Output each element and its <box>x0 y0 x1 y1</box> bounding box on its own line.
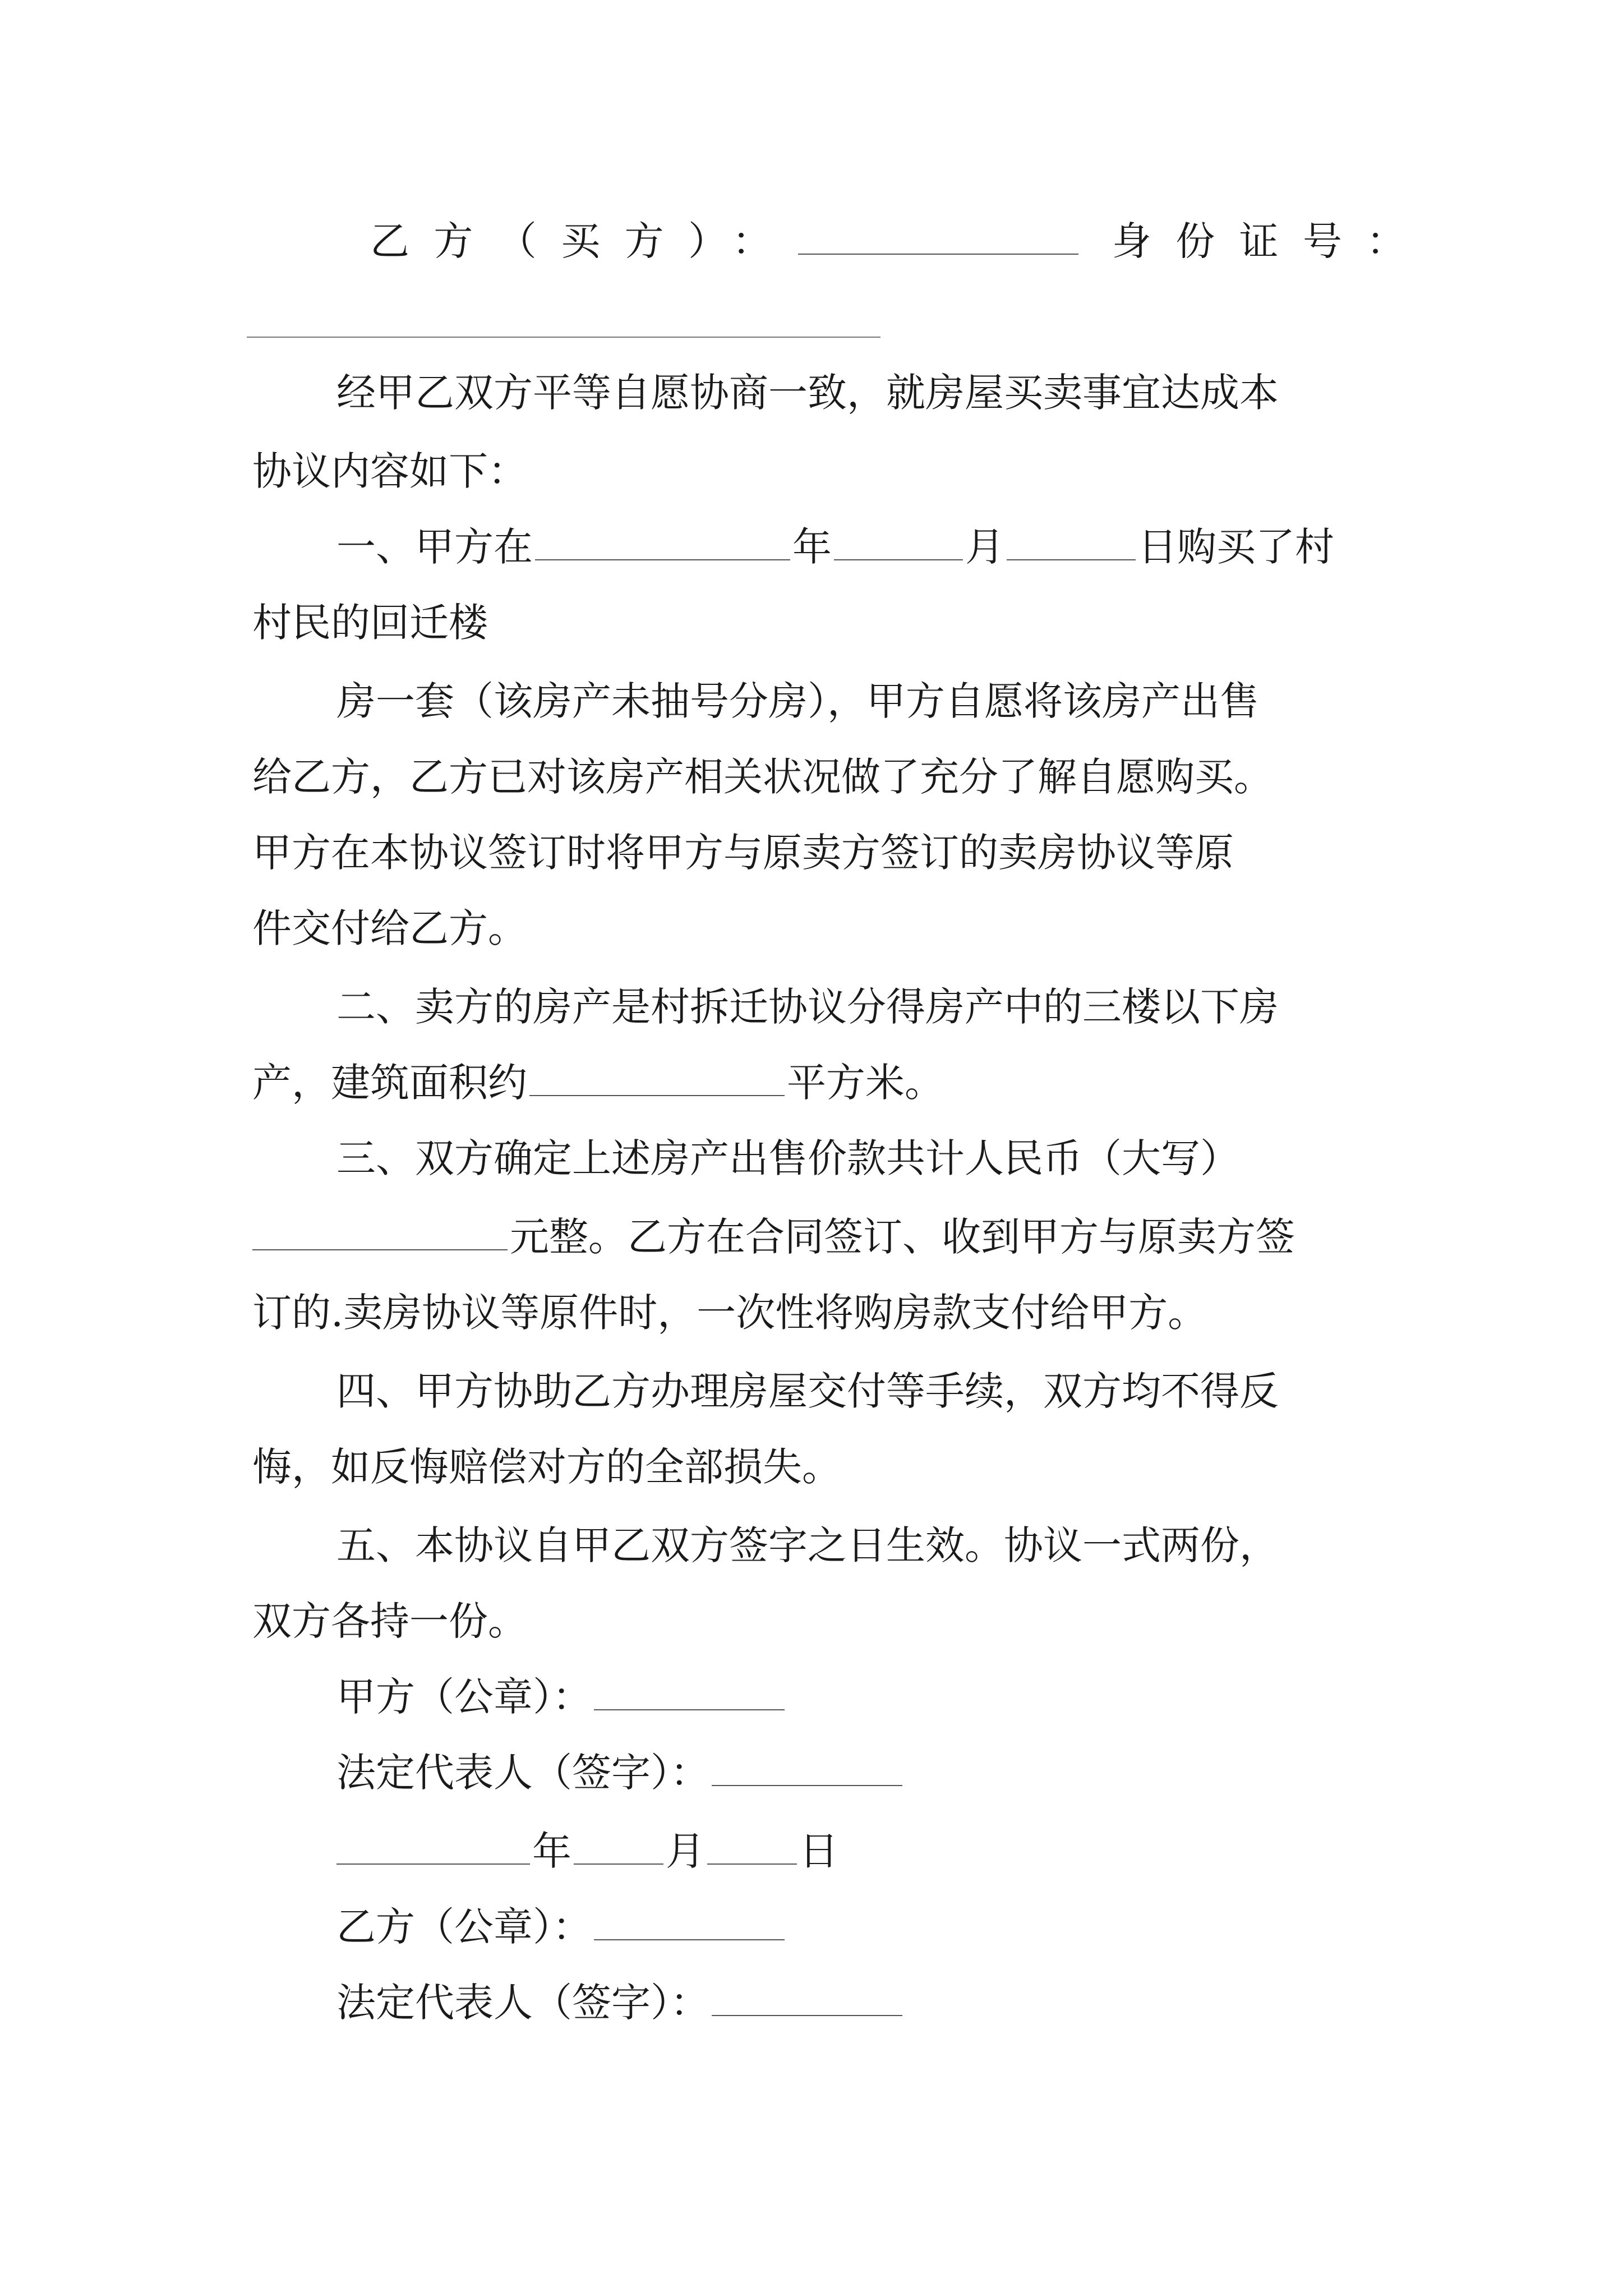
sign-month-label: 月 <box>666 1828 705 1874</box>
clause3-line-2 <box>252 1209 1385 1265</box>
sign-year-label: 年 <box>532 1828 571 1874</box>
purchase-month-blank <box>834 524 963 560</box>
party-b-rep-line <box>336 1975 1385 2031</box>
clause1-line-5: 甲方在本协议签订时将甲方与原卖方签订的卖房协议等原 <box>252 830 1234 876</box>
id-number-blank <box>247 337 880 338</box>
purchase-day-blank <box>1007 524 1136 560</box>
clause2-text-b: 产，建筑面积约 <box>252 1060 527 1106</box>
buyer-label: 乙方（买方）： <box>370 218 796 264</box>
intro-line-1: 经甲乙双方平等自愿协商一致，就房屋买卖事宜达成本 <box>336 370 1279 416</box>
clause4-line-1: 四、甲方协助乙方办理房屋交付等手续，双方均不得反 <box>336 1368 1279 1414</box>
buyer-line <box>370 213 1430 269</box>
sign-month-blank <box>574 1828 663 1865</box>
clause3-line-3: 订的.卖房协议等原件时，一次性将购房款支付给甲方。 <box>252 1290 1207 1336</box>
party-b-seal-blank <box>594 1904 785 1940</box>
clause1-text-a: 一、甲方在 <box>336 524 533 570</box>
clause5-line-1: 五、本协议自甲乙双方签字之日生效。协议一式两份， <box>336 1522 1279 1568</box>
floor-area-blank <box>529 1060 785 1096</box>
clause1-line-3: 房一套（该房产未抽号分房），甲方自愿将该房产出售 <box>336 678 1259 724</box>
party-b-rep-label: 法定代表人（签字）： <box>336 1980 709 2026</box>
clause2-line-1: 二、卖方的房产是村拆迁协议分得房产中的三楼以下房 <box>336 984 1279 1030</box>
party-a-seal-label: 甲方（公章）： <box>336 1674 592 1720</box>
intro-line-2: 协议内容如下： <box>252 448 527 494</box>
clause1-line-6: 件交付给乙方。 <box>252 905 527 951</box>
party-b-seal-label: 乙方（公章）： <box>336 1904 592 1950</box>
party-a-rep-blank <box>712 1750 902 1786</box>
sign-year-blank <box>336 1828 530 1865</box>
clause2-line-2 <box>252 1055 1385 1111</box>
id-number-label: 身份证号： <box>1112 218 1430 264</box>
clause3-text-b: 元整。乙方在合同签订、收到甲方与原卖方签 <box>510 1214 1295 1260</box>
clause5-line-2: 双方各持一份。 <box>252 1598 527 1644</box>
sign-date-line <box>336 1823 1385 1879</box>
party-a-seal-line <box>336 1669 1385 1725</box>
party-a-rep-label: 法定代表人（签字）： <box>336 1750 709 1796</box>
purchase-year-blank <box>535 524 790 560</box>
buyer-name-blank <box>798 218 1078 255</box>
clause1-line-1 <box>336 519 1385 575</box>
party-a-rep-line <box>336 1745 1385 1801</box>
party-b-seal-line <box>336 1899 1385 1955</box>
clause1-text-day: 日购买了村 <box>1138 524 1334 570</box>
clause2-text-c: 平方米。 <box>787 1060 944 1106</box>
clause1-line-2: 村民的回迁楼 <box>252 600 488 646</box>
month-label: 月 <box>965 524 1004 570</box>
clause3-line-1: 三、双方确定上述房产出售价款共计人民币（大写） <box>336 1135 1239 1181</box>
sign-day-blank <box>707 1828 797 1865</box>
clause1-line-4: 给乙方，乙方已对该房产相关状况做了充分了解自愿购买。 <box>252 754 1273 800</box>
party-b-rep-blank <box>712 1980 902 2016</box>
year-label: 年 <box>792 524 832 570</box>
clause4-line-2: 悔，如反悔赔偿对方的全部损失。 <box>252 1444 841 1490</box>
sign-day-label: 日 <box>799 1828 838 1874</box>
price-blank <box>252 1214 508 1250</box>
party-a-seal-blank <box>594 1674 785 1710</box>
